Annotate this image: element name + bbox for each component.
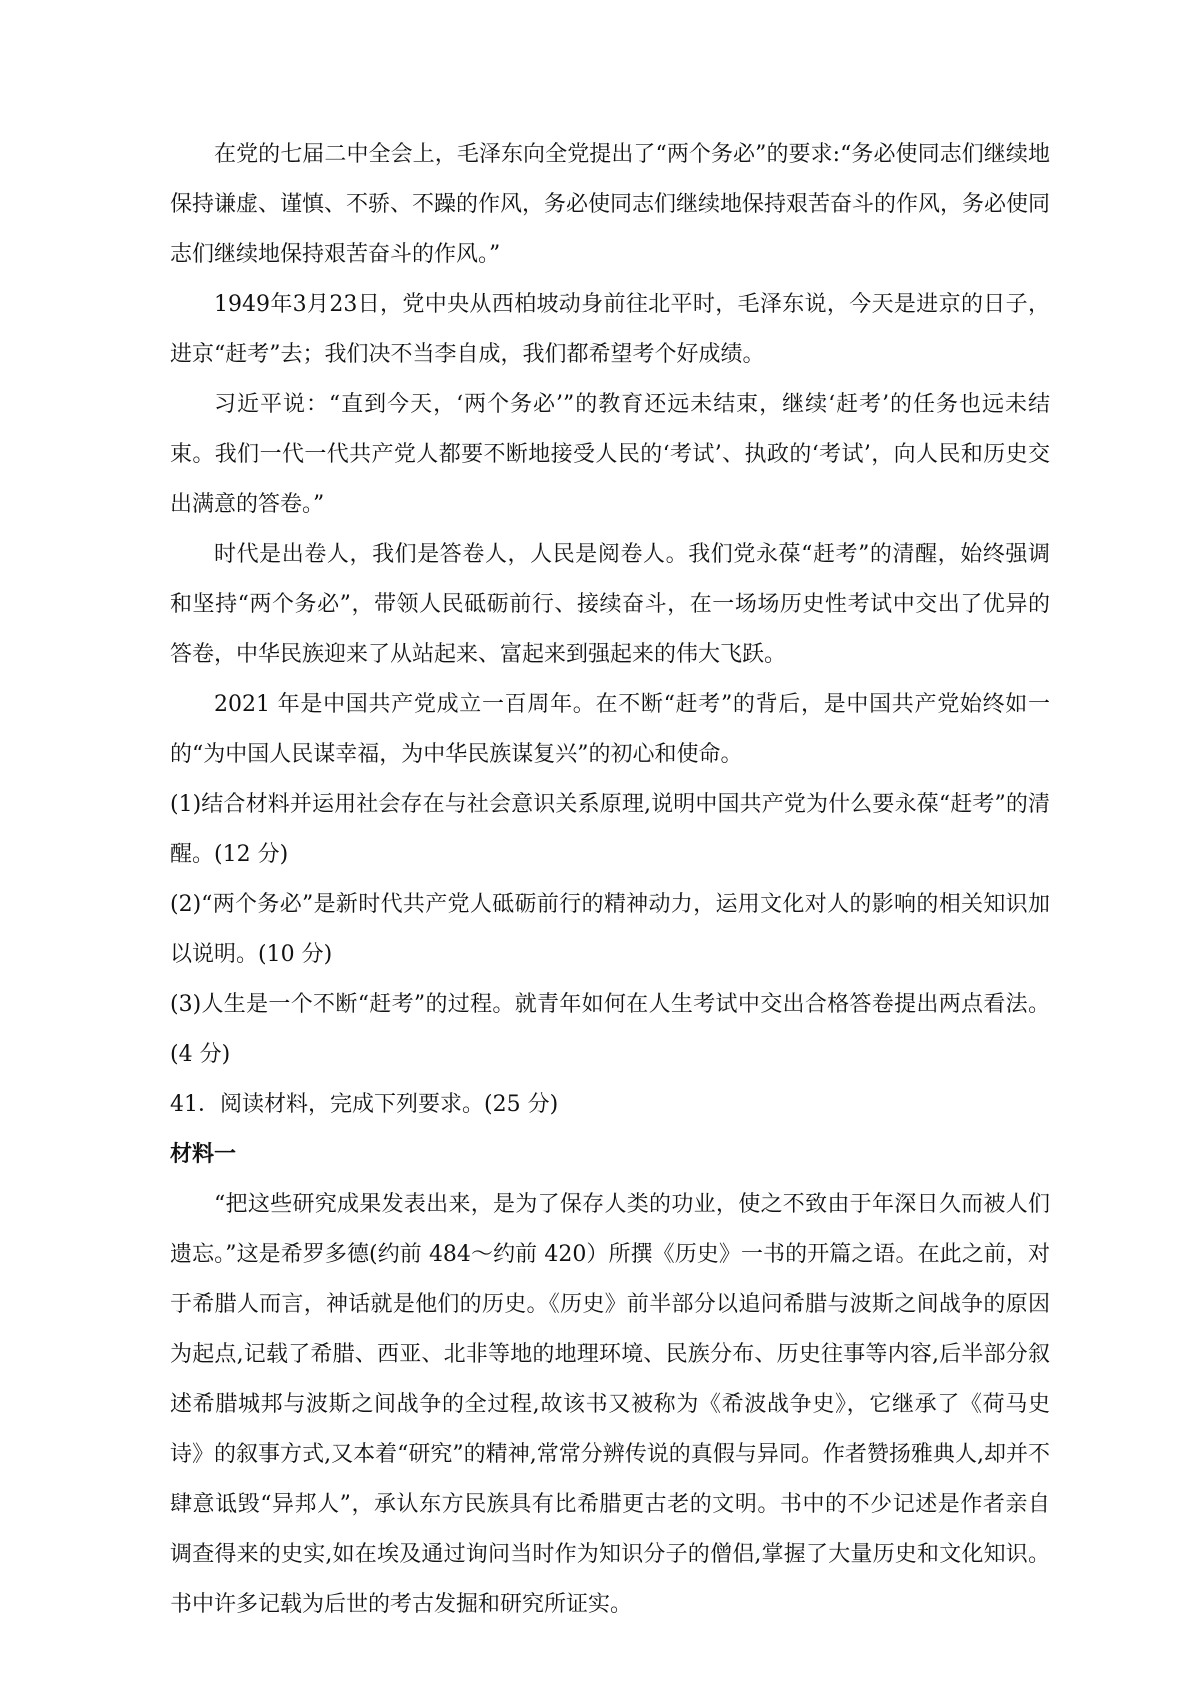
question-2: (2)“两个务必”是新时代共产党人砥砺前行的精神动力，运用文化对人的影响的相关知识加以说明。(10 分)	[170, 892, 1050, 967]
passage-paragraph: 2021 年是中国共产党成立一百周年。在不断“赶考”的背后，是中国共产党始终如一的“为中国人民谋幸福，为中华民族谋复兴”的初心和使命。	[170, 692, 1050, 767]
passage-paragraph: 习近平说：“直到今天，‘两个务必’”的教育还远未结束，继续‘赶考’的任务也远未结束。我们一代一代共产党人都要不断地接受人民的‘考试’、执政的‘考试’，向人民和历史交出满意的答卷。”	[170, 392, 1050, 517]
passage-paragraph: 1949年3月23日，党中央从西柏坡动身前往北平时，毛泽东说，今天是进京的日子，进京“赶考”去；我们决不当李自成，我们都希望考个好成绩。	[170, 292, 1050, 367]
question-1: (1)结合材料并运用社会存在与社会意识关系原理,说明中国共产党为什么要永葆“赶考”的清醒。(12 分)	[170, 792, 1050, 867]
question-41-heading: 41．阅读材料，完成下列要求。(25 分)	[170, 1092, 559, 1117]
document-body	[170, 130, 1050, 1630]
passage-paragraph: 在党的七届二中全会上，毛泽东向全党提出了“两个务必”的要求:“务必使同志们继续地保持谦虚、谨慎、不骄、不躁的作风，务必使同志们继续地保持艰苦奋斗的作风，务必使同志们继续地保持艰苦奋斗的作风。”	[170, 142, 1051, 267]
passage-paragraph: 时代是出卷人，我们是答卷人，人民是阅卷人。我们党永葆“赶考”的清醒，始终强调和坚持“两个务必”，带领人民砥砺前行、接续奋斗，在一场场历史性考试中交出了优异的答卷，中华民族迎来了从站起来、富起来到强起来的伟大飞跃。	[170, 542, 1050, 667]
material-one-text: “把这些研究成果发表出来，是为了保存人类的功业，使之不致由于年深日久而被人们遗忘。”这是希罗多德(约前 484～约前 420）所撰《历史》一书的开篇之语。在此之前，对于希腊人而言，神话就是他们的历史。《历史》前半部分以追问希腊与波斯之间战争的原因为起点,记载了希腊、西亚、北非等地的地理环境、民族分布、历史往事等内容,后半部分叙述希腊城邦与波斯之间战争的全过程,故该书又被称为《希波战争史》，它继承了《荷马史诗》的叙事方式,又本着“研究”的精神,常常分辨传说的真假与异同。作者赞扬雅典人,却并不肆意诋毁“异邦人”，承认东方民族具有比希腊更古老的文明。书中的不少记述是作者亲自调查得来的史实,如在埃及通过询问当时作为知识分子的僧侣,掌握了大量历史和文化知识。书中许多记载为后世的考古发掘和研究所证实。	[170, 1192, 1050, 1617]
material-one-title: 材料一	[170, 1142, 237, 1167]
question-3: (3)人生是一个不断“赶考”的过程。就青年如何在人生考试中交出合格答卷提出两点看法。(4 分)	[170, 992, 1050, 1067]
